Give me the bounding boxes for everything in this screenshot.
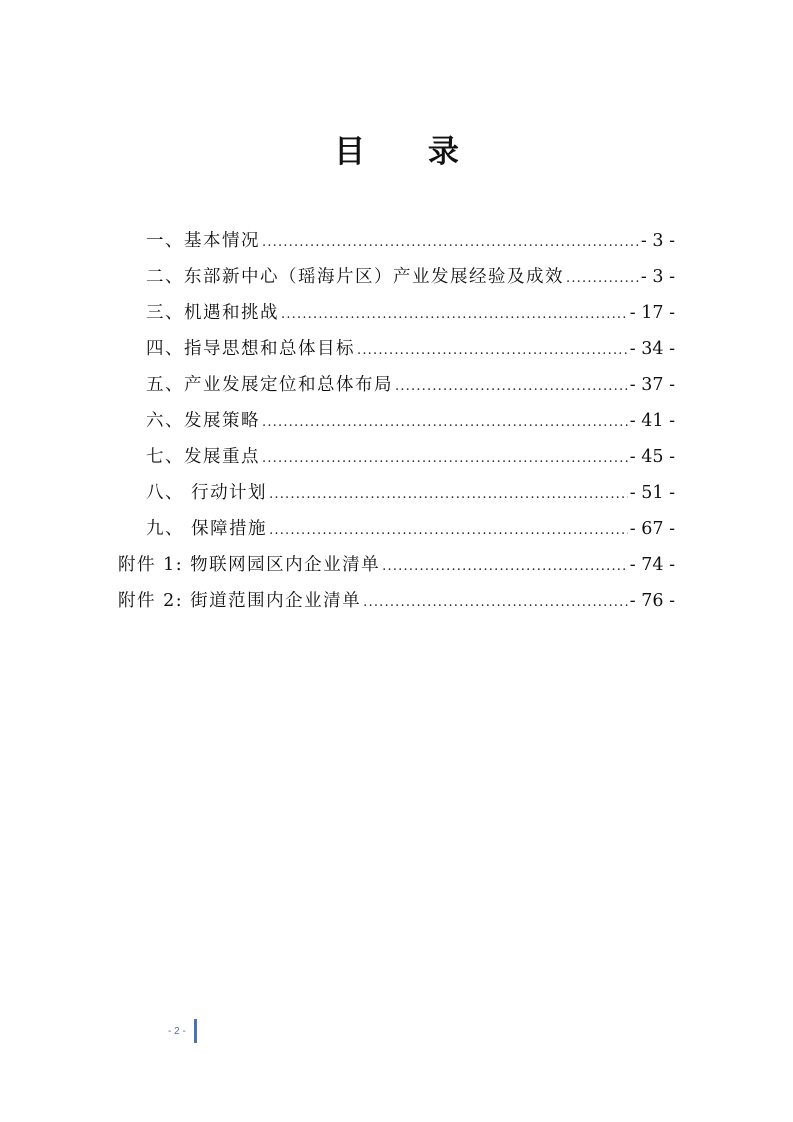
- toc-entry[interactable]: [146, 334, 675, 364]
- toc-entry-page: - 17 -: [629, 303, 675, 323]
- toc-leader-dots: [395, 372, 628, 402]
- toc-leader-dots: [262, 228, 639, 258]
- toc-entry[interactable]: [146, 298, 675, 328]
- toc-entry-page: - 76 -: [629, 591, 675, 611]
- toc-leader-dots: [262, 444, 628, 474]
- toc-entry[interactable]: [146, 226, 675, 256]
- toc-leader-dots: [363, 588, 628, 618]
- toc-entry-page: - 74 -: [629, 555, 675, 575]
- toc-entry-label: 九、 保障措施: [146, 519, 268, 539]
- toc-entry[interactable]: [146, 262, 675, 292]
- toc-leader-dots: [281, 300, 628, 330]
- page-number: - 2 -: [168, 1025, 186, 1037]
- toc-entry-label: 附件 1: 物联网园区内企业清单: [118, 555, 381, 575]
- toc-entry-label: 五、产业发展定位和总体布局: [146, 375, 393, 395]
- page-title: 目 录: [334, 134, 485, 170]
- toc-entry-label: 一、基本情况: [146, 231, 260, 251]
- toc-entry-page: - 67 -: [629, 519, 675, 539]
- toc-entry-page: - 34 -: [629, 339, 675, 359]
- toc-entry-page: - 3 -: [640, 231, 675, 251]
- toc-entry[interactable]: [146, 478, 675, 508]
- toc-leader-dots: [269, 516, 628, 546]
- toc-entry[interactable]: [146, 370, 675, 400]
- toc-leader-dots: [382, 552, 628, 582]
- toc-entry-label: 二、东部新中心（瑶海片区）产业发展经验及成效: [146, 267, 564, 287]
- toc-entry-label: 四、指导思想和总体目标: [146, 339, 355, 359]
- toc-entry-page: - 51 -: [629, 483, 675, 503]
- toc-entry[interactable]: [146, 514, 675, 544]
- toc-entry[interactable]: [118, 550, 675, 580]
- toc-entry-page: - 45 -: [629, 447, 675, 467]
- toc-entry-label: 七、发展重点: [146, 447, 260, 467]
- toc-entry-label: 八、 行动计划: [146, 483, 268, 503]
- toc-leader-dots: [262, 408, 628, 438]
- toc-entry-page: - 37 -: [629, 375, 675, 395]
- toc-leader-dots: [357, 336, 628, 366]
- toc-entry[interactable]: [146, 406, 675, 436]
- toc-entry[interactable]: [146, 442, 675, 472]
- toc-entry-label: 六、发展策略: [146, 411, 260, 431]
- toc-entry-page: - 41 -: [629, 411, 675, 431]
- footer-divider-bar: [194, 1019, 197, 1043]
- toc-leader-dots: [566, 264, 639, 294]
- toc-leader-dots: [269, 480, 628, 510]
- toc-entry-label: 三、机遇和挑战: [146, 303, 279, 323]
- toc-entry-page: - 3 -: [640, 267, 675, 287]
- toc-entry[interactable]: [118, 586, 675, 616]
- toc-entry-label: 附件 2: 街道范围内企业清单: [118, 591, 362, 611]
- page-footer: [168, 1019, 197, 1043]
